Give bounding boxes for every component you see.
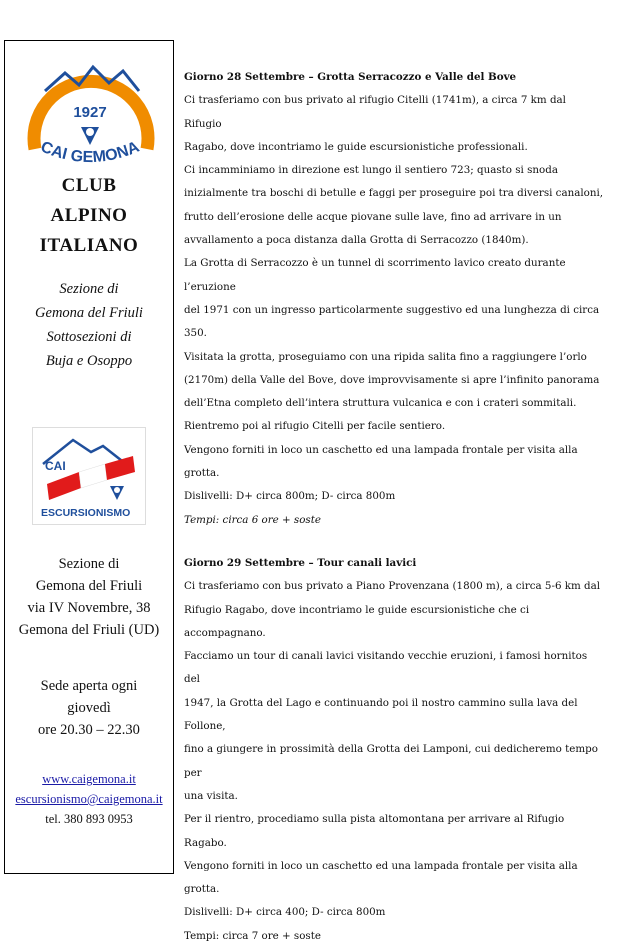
website-link[interactable]: www.caigemona.it [42, 772, 136, 786]
day1-line: avvallamento a poca distanza dalla Grotta di Serracozzo (1840m). [184, 234, 529, 247]
email-link[interactable]: escursionismo@caigemona.it [15, 792, 163, 806]
address-line: Gemona del Friuli (UD) [18, 622, 160, 638]
esc-logo-text: ESCURSIONISMO [41, 507, 131, 519]
day2-line: una visita. [184, 789, 238, 802]
mountain-logo-icon [23, 49, 157, 169]
hours-line: giovedì [67, 700, 111, 716]
escursionismo-logo [32, 427, 146, 525]
day2-line: Dislivelli: D+ circa 400; D- circa 800m [184, 906, 386, 919]
day1-line: inizialmente tra boschi di betulle e faggi per proseguire poi tra diversi canaloni, [184, 187, 604, 200]
logo-year: 1927 [73, 104, 107, 121]
sezione-line: Buja e Osoppo [45, 353, 133, 369]
main-content [184, 66, 604, 948]
address-line: Gemona del Friuli [35, 578, 143, 594]
day2-title: Giorno 29 Settembre – Tour canali lavici [184, 556, 417, 569]
sidebar [4, 40, 174, 874]
day2-line: Rifugio Ragabo, dove incontriamo le guide escursionistiche che ci accompagnano. [184, 603, 530, 639]
sezione-line: Sottosezioni di [46, 329, 132, 345]
day1-line: Visitata la grotta, proseguiamo con una ripida salita fino a raggiungere l’orlo [184, 350, 587, 363]
day2-line: Facciamo un tour di canali lavici visitando vecchie eruzioni, i famosi hornitos del [184, 650, 588, 686]
day1-line: Ci incamminiamo in direzione est lungo il sentiero 723; quasto si snoda [184, 164, 558, 177]
day1-line: Rientremo poi al rifugio Citelli per facile sentiero. [184, 420, 446, 433]
day1-line: Dislivelli: D+ circa 800m; D- circa 800m [184, 490, 396, 503]
day2-line: Ci trasferiamo con bus privato a Piano Provenzana (1800 m), a circa 5-6 km dal [184, 580, 601, 593]
club-line-3: ITALIANO [39, 235, 139, 256]
hours-line: ore 20.30 – 22.30 [38, 722, 140, 738]
day1-line: Ragabo, dove incontriamo le guide escursionistiche professionali. [184, 140, 528, 153]
club-line-2: ALPINO [50, 205, 128, 226]
address-block [5, 553, 173, 641]
day1-line: Ci trasferiamo con bus privato al rifugio Citelli (1741m), a circa 7 km dal Rifugio [184, 94, 566, 130]
contacts [5, 769, 173, 829]
day1-tempi: Tempi: circa 6 ore + soste [184, 513, 321, 526]
day1-line: (2170m) della Valle del Bove, dove improvvisamente si apre l’infinito panorama [184, 373, 600, 386]
sezione-block [5, 277, 173, 373]
day1-line: dell’Etna completo dell’intera struttura vulcanica e con i crateri sommitali. [184, 397, 577, 410]
opening-hours [5, 675, 173, 741]
day2-line: Tempi: circa 7 ore + soste [184, 929, 321, 942]
day1-line: Vengono forniti in loco un caschetto ed una lampada frontale per visita alla grotta. [184, 443, 578, 480]
day1-title: Giorno 28 Settembre – Grotta Serracozzo e Valle del Bove [184, 71, 517, 83]
day2-line: Vengono forniti in loco un caschetto ed una lampada frontale per visita alla grotta. [184, 859, 578, 896]
day2-line: Per il rientro, procediamo sulla pista altomontana per arrivare al Rifugio Ragabo. [184, 813, 565, 849]
cai-gemona-logo [23, 49, 157, 169]
day2-line: 1947, la Grotta del Lago e continuando poi il nostro cammino sulla lava del Follone, [184, 696, 578, 733]
club-line-1: CLUB [61, 175, 117, 196]
address-line: Sezione di [58, 556, 120, 572]
escursionismo-logo-icon [33, 428, 145, 524]
day1-line: frutto dell’erosione delle acque piovane sulle lave, fino ad arrivare in un [184, 210, 562, 223]
hours-line: Sede aperta ogni [40, 678, 138, 694]
day2-line: fino a giungere in prossimità della Grotta dei Lamponi, cui dedicheremo tempo per [184, 743, 598, 779]
day1-line: La Grotta di Serracozzo è un tunnel di scorrimento lavico creato durante l’eruzione [184, 257, 566, 293]
sezione-line: Gemona del Friuli [35, 305, 143, 321]
phone-number: tel. 380 893 0953 [45, 812, 133, 826]
logo-text: CAI GEMONA [38, 138, 142, 167]
esc-logo-cai: CAI [45, 459, 66, 473]
day1-line: del 1971 con un ingresso particolarmente suggestivo ed una lunghezza di circa 350. [184, 303, 600, 340]
sezione-line: Sezione di [59, 281, 119, 297]
address-line: via IV Novembre, 38 [27, 600, 151, 616]
